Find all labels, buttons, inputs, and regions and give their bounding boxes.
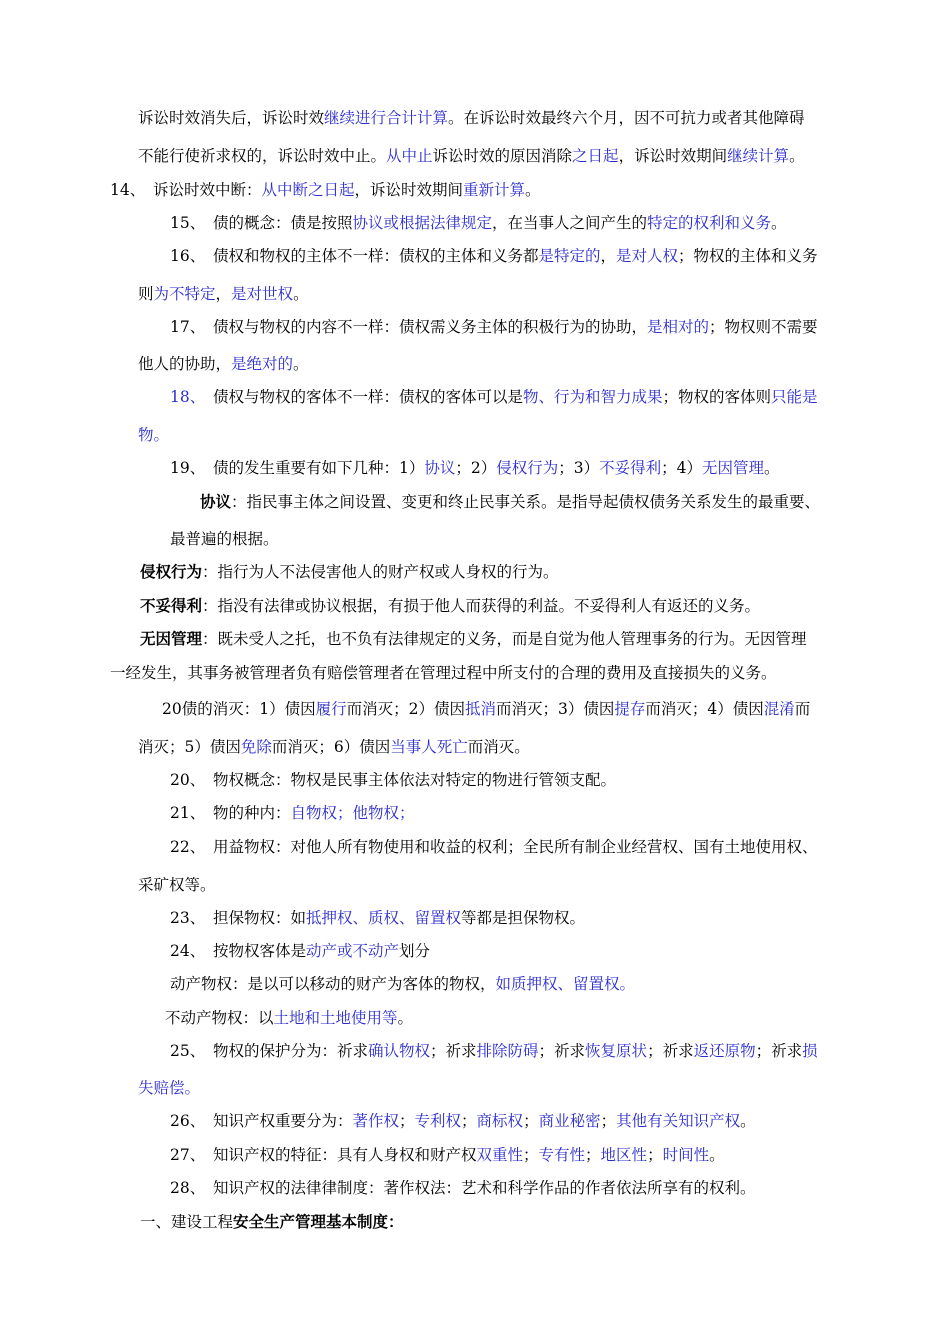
highlighted-text: 返还原物 bbox=[693, 1042, 756, 1060]
text-line bbox=[138, 354, 309, 374]
highlighted-text: 动产或不动产 bbox=[305, 942, 399, 960]
highlighted-text: 著作权 bbox=[352, 1112, 399, 1130]
text-run: 28、 知识产权的法律律制度：著作权法：艺术和科学作品的作者依法所享有的权利。 bbox=[170, 1179, 756, 1197]
text-run: 不能行使祈求权的，诉讼时效中止。 bbox=[138, 147, 387, 165]
text-run: 。 bbox=[293, 285, 309, 303]
text-run: 21、 物的种内： bbox=[170, 804, 291, 822]
highlighted-text: 商业秘密 bbox=[538, 1112, 601, 1130]
bold-term: 安全生产管理基本制度： bbox=[233, 1212, 404, 1231]
highlighted-text: 当事人死亡 bbox=[390, 738, 468, 756]
highlighted-text: 从中断之日起 bbox=[261, 181, 355, 199]
text-run: 。 bbox=[764, 459, 780, 477]
text-run: ；3） bbox=[558, 459, 600, 477]
highlighted-text: 双重性 bbox=[476, 1146, 523, 1164]
text-line bbox=[170, 837, 817, 857]
text-line bbox=[140, 562, 559, 582]
text-line bbox=[170, 1145, 725, 1165]
text-run: ； bbox=[647, 1146, 663, 1164]
highlighted-text: 之日起 bbox=[572, 147, 619, 165]
text-run: 14、 诉讼时效中断： bbox=[110, 181, 262, 199]
text-run: ； bbox=[399, 1112, 415, 1130]
text-run: 消灭；5）债因 bbox=[138, 738, 241, 756]
highlighted-text: 不妥得利 bbox=[599, 459, 662, 477]
highlighted-text: 是特定的 bbox=[538, 247, 601, 265]
text-line bbox=[170, 1178, 755, 1198]
text-run: ；祈求 bbox=[647, 1042, 694, 1060]
text-run: ：既未受人之托，也不负有法律规定的义务，而是自觉为他人管理事务的行为。无因管理 bbox=[202, 630, 807, 648]
highlighted-text: 只能是 bbox=[771, 388, 818, 406]
text-run: ；物权的客体则 bbox=[662, 388, 772, 406]
text-run: 划分 bbox=[399, 942, 431, 960]
text-run: ，在当事人之间产生的 bbox=[492, 214, 648, 232]
text-line bbox=[138, 1078, 200, 1098]
highlighted-text: 侵权行为 bbox=[496, 459, 559, 477]
highlighted-text: 恢复原状 bbox=[585, 1042, 648, 1060]
text-run: 26、 知识产权重要分为： bbox=[170, 1112, 353, 1130]
highlighted-text: 损 bbox=[802, 1042, 818, 1060]
highlighted-text: 抵消 bbox=[464, 700, 496, 718]
text-run: 而消灭；3）债因 bbox=[496, 700, 615, 718]
text-run: 。 bbox=[771, 214, 787, 232]
text-line bbox=[170, 246, 818, 266]
section-heading bbox=[140, 1212, 404, 1232]
text-line bbox=[138, 875, 216, 895]
text-run: 22、 用益物权：对他人所有物使用和收益的权利；全民所有制企业经营权、国有土地使用权、 bbox=[170, 838, 818, 856]
text-line bbox=[170, 529, 279, 549]
text-run: 24、 按物权客体是 bbox=[170, 942, 306, 960]
highlighted-text: 18、 bbox=[170, 388, 198, 406]
text-run: ， bbox=[600, 247, 617, 265]
text-run: 而消灭。 bbox=[467, 738, 530, 756]
highlighted-text: 确认物权 bbox=[367, 1042, 430, 1060]
text-line bbox=[138, 146, 805, 166]
highlighted-text: 为不特定 bbox=[153, 285, 216, 303]
highlighted-text: 物 bbox=[138, 426, 154, 444]
text-run: ：指民事主体之间设置、变更和终止民事关系。是指导起债权债务关系发生的最重要、 bbox=[231, 493, 821, 511]
highlighted-text: 继续进行合计计算 bbox=[324, 109, 449, 127]
highlighted-text: 从中止 bbox=[386, 147, 433, 165]
highlighted-text: 是对世权 bbox=[231, 285, 294, 303]
text-run: ； bbox=[585, 1146, 601, 1164]
text-run: ；物权则不需要 bbox=[709, 318, 818, 336]
highlighted-text: 地区性 bbox=[600, 1146, 648, 1164]
text-line bbox=[170, 387, 818, 407]
highlighted-text: 时间性 bbox=[662, 1146, 710, 1164]
highlighted-text: 履行 bbox=[315, 700, 347, 718]
highlighted-text: 专有性 bbox=[538, 1146, 586, 1164]
text-run: 20债的消灭：1）债因 bbox=[162, 700, 316, 718]
highlighted-text: 是相对的 bbox=[646, 318, 709, 336]
text-run: 25、 物权的保护分为：祈求 bbox=[170, 1042, 368, 1060]
text-run: 一经发生，其事务被管理者负有赔偿管理者在管理过程中所支付的合理的费用及直接损失的义务。 bbox=[110, 664, 777, 682]
text-run: ：指行为人不法侵害他人的财产权或人身权的行为。 bbox=[202, 563, 559, 581]
text-line bbox=[170, 941, 430, 961]
text-run: 则 bbox=[138, 285, 154, 303]
text-run: 动产物权：是以可以移动的财产为客体的物权， bbox=[170, 975, 496, 993]
text-line bbox=[140, 629, 807, 649]
text-run: 诉讼时效的原因消除 bbox=[432, 147, 573, 165]
text-run: 而消灭；6）债因 bbox=[271, 738, 391, 756]
text-line bbox=[170, 317, 818, 337]
text-line bbox=[138, 284, 309, 304]
text-run: 20、 物权概念：物权是民事主体依法对特定的物进行管领支配。 bbox=[170, 771, 616, 789]
text-run: 。 bbox=[397, 1009, 414, 1027]
bold-term: 无因管理 bbox=[140, 629, 203, 648]
highlighted-text: 重新计算 bbox=[463, 181, 526, 199]
highlighted-text: 无因管理 bbox=[702, 459, 765, 477]
text-run: 债权与物权的客体不一样：债权的客体可以是 bbox=[197, 388, 523, 406]
text-run: ； bbox=[523, 1112, 539, 1130]
text-run: ，诉讼时效期间 bbox=[618, 147, 728, 165]
highlighted-text: 。 bbox=[153, 426, 170, 444]
text-run: 16、 债权和物权的主体不一样：债权的主体和义务都 bbox=[170, 247, 539, 265]
text-line bbox=[170, 1111, 756, 1131]
text-run: 。 bbox=[740, 1112, 756, 1130]
highlighted-text: 是对人权 bbox=[616, 247, 679, 265]
highlighted-text: 继续计算 bbox=[727, 147, 790, 165]
text-run: ；祈求 bbox=[538, 1042, 586, 1060]
text-run: ；4） bbox=[661, 459, 703, 477]
text-run: 他人的协助， bbox=[138, 355, 232, 373]
text-line bbox=[170, 908, 585, 928]
text-run: 19、 债的发生重要有如下几种：1） bbox=[170, 459, 425, 477]
bold-term: 不妥得利 bbox=[140, 596, 203, 615]
text-line bbox=[170, 1041, 818, 1061]
text-run: ；2） bbox=[455, 459, 497, 477]
text-line bbox=[170, 803, 415, 823]
text-run: ； bbox=[523, 1146, 539, 1164]
text-line bbox=[162, 699, 810, 719]
highlighted-text: 排除防碍 bbox=[476, 1042, 539, 1060]
text-run: 15、 债的概念：债是按照 bbox=[170, 214, 353, 232]
text-run: ；祈求 bbox=[430, 1042, 477, 1060]
highlighted-text: 其他有关知识产权 bbox=[616, 1112, 741, 1130]
text-run: 而消灭；4）债因 bbox=[645, 700, 764, 718]
text-line bbox=[110, 663, 777, 683]
text-run: ；物权的主体和义务 bbox=[678, 247, 818, 265]
highlighted-text: 专利权 bbox=[414, 1112, 462, 1130]
text-run: ， bbox=[215, 285, 232, 303]
text-line bbox=[170, 213, 787, 233]
highlighted-text: 自物权；他物权； bbox=[290, 804, 415, 822]
highlighted-text: 抵押权、质权、留置权 bbox=[305, 909, 461, 927]
highlighted-text: 提存 bbox=[614, 700, 646, 718]
text-run: 而 bbox=[794, 700, 811, 718]
text-line bbox=[170, 974, 635, 994]
text-line bbox=[200, 492, 820, 512]
text-run: 。 bbox=[293, 355, 309, 373]
text-line bbox=[165, 1008, 413, 1028]
highlighted-text: 商标权 bbox=[476, 1112, 524, 1130]
highlighted-text: 如质押权、留置权。 bbox=[495, 975, 636, 993]
text-run: ：指没有法律或协议根据，有损于他人而获得的利益。不妥得利人有返还的义务。 bbox=[202, 597, 761, 615]
text-line bbox=[138, 737, 530, 757]
text-line bbox=[170, 770, 616, 790]
highlighted-text: 特定的权利和义务 bbox=[647, 214, 772, 232]
text-run: 。 bbox=[789, 147, 805, 165]
text-run: 而消灭；2）债因 bbox=[346, 700, 465, 718]
highlighted-text: 协议或根据法律规定 bbox=[352, 214, 492, 232]
highlighted-text: 土地和土地使用等 bbox=[273, 1009, 398, 1027]
text-run: 不动产物权：以 bbox=[165, 1009, 274, 1027]
text-run: ；祈求 bbox=[755, 1042, 803, 1060]
highlighted-text: 物、行为和智力成果 bbox=[523, 388, 663, 406]
text-line bbox=[138, 108, 805, 128]
highlighted-text: 协议 bbox=[424, 459, 456, 477]
text-run: 。 bbox=[709, 1146, 725, 1164]
text-run: 诉讼时效消失后，诉讼时效 bbox=[138, 109, 325, 127]
text-run: 23、 担保物权：如 bbox=[170, 909, 306, 927]
text-run: 等都是担保物权。 bbox=[461, 909, 586, 927]
highlighted-text: 失赔偿。 bbox=[138, 1079, 201, 1097]
text-run: ； bbox=[461, 1112, 477, 1130]
text-run: 一、建设工程 bbox=[140, 1213, 234, 1231]
bold-term: 协议 bbox=[200, 492, 232, 511]
text-run: ； bbox=[600, 1112, 617, 1130]
highlighted-text: 是绝对的 bbox=[231, 355, 294, 373]
text-line bbox=[110, 180, 541, 200]
highlighted-text: 混淆 bbox=[763, 700, 795, 718]
text-run: 17、 债权与物权的内容不一样：债权需义务主体的积极行为的协助， bbox=[170, 318, 647, 336]
text-run: 。在诉讼时效最终六个月，因不可抗力或者其他障碍 bbox=[448, 109, 805, 127]
text-line bbox=[140, 596, 760, 616]
text-run: 。 bbox=[525, 181, 541, 199]
highlighted-text: 免除 bbox=[240, 738, 272, 756]
text-line bbox=[170, 458, 780, 478]
text-run: ，诉讼时效期间 bbox=[354, 181, 464, 199]
text-line bbox=[138, 425, 169, 445]
text-run: 采矿权等。 bbox=[138, 876, 216, 894]
text-run: 最普遍的根据。 bbox=[170, 530, 279, 548]
text-run: 27、 知识产权的特征：具有人身权和财产权 bbox=[170, 1146, 477, 1164]
bold-term: 侵权行为 bbox=[140, 562, 203, 581]
